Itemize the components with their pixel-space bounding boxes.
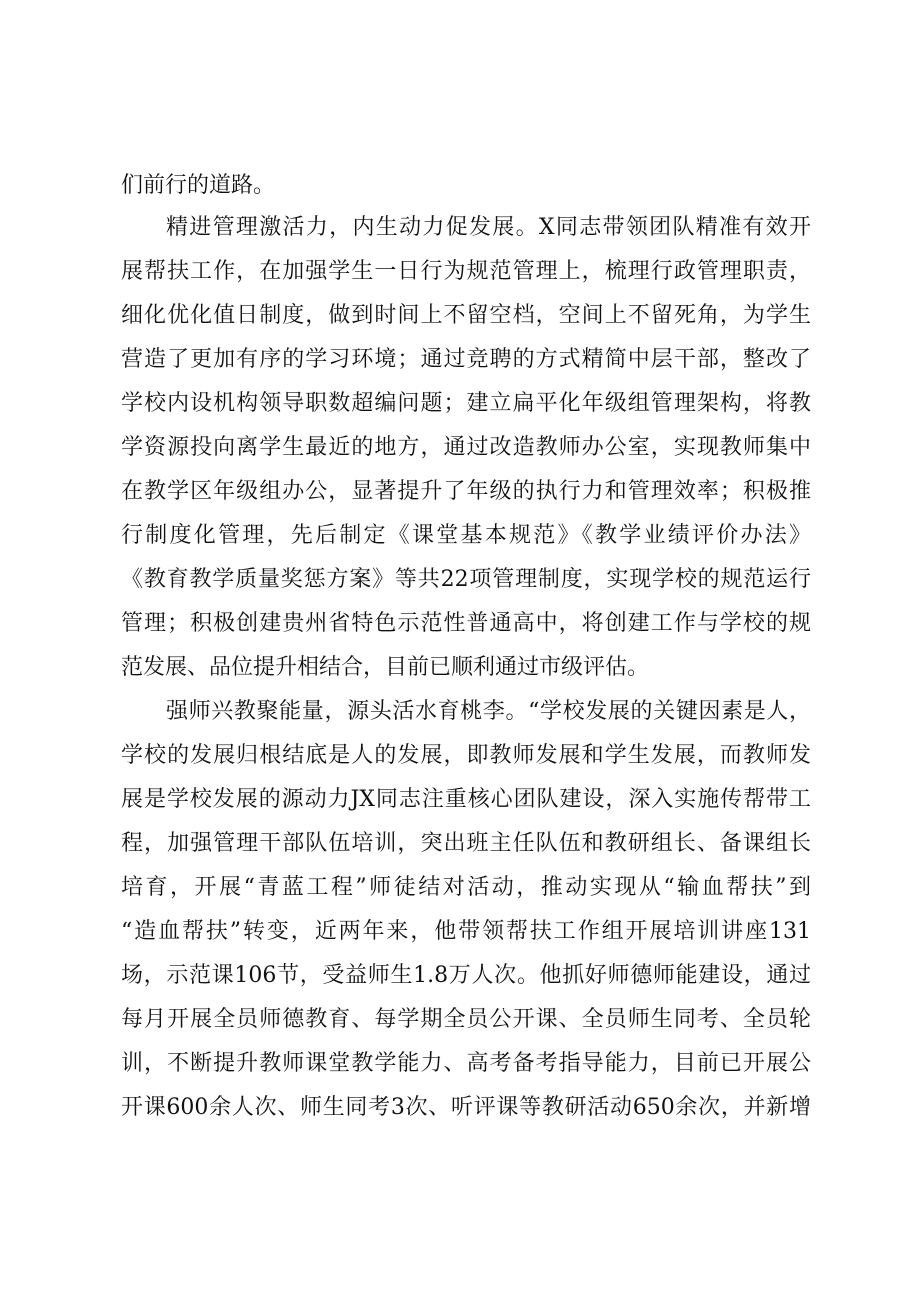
paragraph-2-line-10: 管理；积极创建贵州省特色示范性普通高中，将创建工作与学校的规 [121,611,811,636]
paragraph-3-line-1: 强师兴教聚能量，源头活水育桃李。“学校发展的关键因素是人， [166,699,811,724]
paragraph-1-line-1: 们前行的道路。 [121,173,276,198]
paragraph-2-line-7: 在教学区年级组办公，显著提升了年级的执行力和管理效率；积极推 [121,479,811,504]
paragraph-3-line-6: “造血帮扶”转变，近两年来，他带领帮扶工作组开展培训讲座131 [121,919,811,944]
paragraph-3-line-5: 培育，开展“青蓝工程”师徒结对活动，推动实现从“输血帮扶”到 [121,875,811,900]
paragraph-2-line-4: 营造了更加有序的学习环境；通过竞聘的方式精简中层干部，整改了 [121,347,811,372]
paragraph-2-line-11: 范发展、品位提升相结合，目前已顺利通过市级评估。 [121,655,650,680]
paragraph-2-line-8: 行制度化管理，先后制定《课堂基本规范》《教学业绩评价办法》 [121,523,811,548]
paragraph-2-line-6: 学资源投向离学生最近的地方，通过改造教师办公室，实现教师集中 [121,435,811,460]
paragraph-2-line-9: 《教育教学质量奖惩方案》等共22项管理制度，实现学校的规范运行 [121,567,811,592]
paragraph-3-line-10: 开课600余人次、师生同考3次、听评课等教研活动650余次，并新增 [121,1095,811,1120]
paragraph-3-line-9: 训，不断提升教师课堂教学能力、高考备考指导能力，目前已开展公 [121,1051,811,1076]
paragraph-3-line-4: 程，加强管理干部队伍培训，突出班主任队伍和教研组长、备课组长 [121,831,811,856]
paragraph-2-line-5: 学校内设机构领导职数超编问题；建立扁平化年级组管理架构，将教 [121,391,811,416]
paragraph-3-line-7: 场，示范课106节，受益师生1.8万人次。他抓好师德师能建设，通过 [121,963,811,988]
paragraph-3-line-8: 每月开展全员师德教育、每学期全员公开课、全员师生同考、全员轮 [121,1007,811,1032]
paragraph-3-line-2: 学校的发展归根结底是人的发展，即教师发展和学生发展，而教师发 [121,743,811,768]
paragraph-2-line-2: 展帮扶工作，在加强学生一日行为规范管理上，梳理行政管理职责， [121,259,811,284]
paragraph-2-line-1: 精进管理激活力，内生动力促发展。X同志带领团队精准有效开 [166,215,811,240]
paragraph-2-line-3: 细化优化值日制度，做到时间上不留空档，空间上不留死角，为学生 [121,303,811,328]
paragraph-3-line-3: 展是学校发展的源动力JX同志注重核心团队建设，深入实施传帮带工 [121,787,811,812]
